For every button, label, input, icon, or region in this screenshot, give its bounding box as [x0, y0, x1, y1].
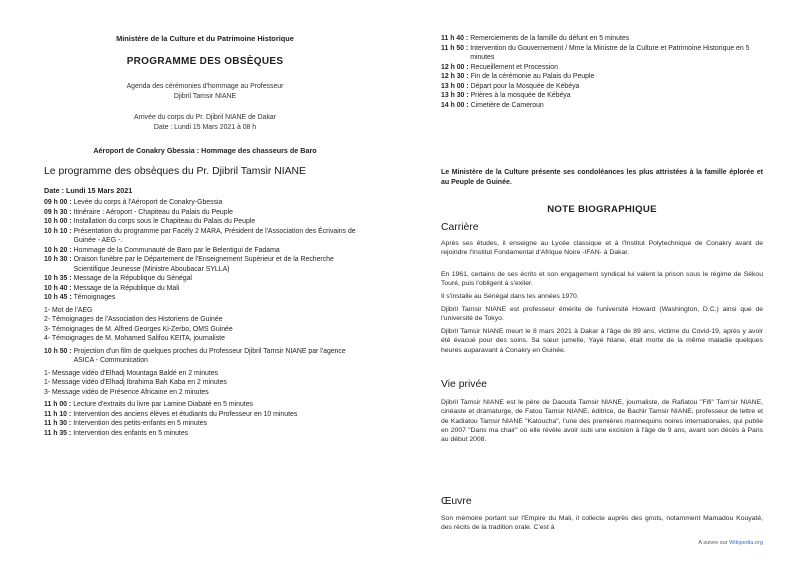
carriere-paragraph-5: Djibril Tamsir NIANE meurt le 8 mars 2021 à Dakar à l'âge de 89 ans, victime du Covid-19, après y avoir été évacué pour des soins. Sa sœur jumelle, Yayé Niane, était morte de la même maladie quelques heures auparavant à Conakry en Guinée. [441, 328, 763, 354]
testimony-item: 3- Témoignages de M. Alfred Georges Ki-Zerbo, OMS Guinée [44, 325, 233, 333]
ministry-title: Ministère de la Culture et du Patrimoine Historique [116, 34, 294, 43]
schedule-row: 11 h 00 : Lecture d'extraits du livre par Lamine Diabaté en 5 minutes [44, 401, 254, 408]
video-item: 1- Message vidéo d'Elhadj Ibrahima Bah Kaba en 2 minutes [44, 379, 227, 386]
schedule-row: 09 h 00 : Levée du corps à l'Aéroport de Conakry-Gbessia [44, 199, 223, 206]
schedule-list-continued [441, 34, 763, 110]
schedule-row: 12 h 30 : Fin de la cérémonie au Palais du Peuple [441, 73, 595, 80]
schedule-row: 09 h 30 : Itinéraire : Aéroport - Chapiteau du Palais du Peuple [44, 208, 233, 216]
schedule-row: 10 h 10 : Présentation du programme par Facély 2 MARA, Président de l'Association des Écrivains de Guinée - AEG -. [44, 227, 356, 244]
source-footer [441, 540, 763, 546]
testimony-item: 4- Témoignages de M. Mohamed Salifou KEITA, journaliste [44, 335, 225, 342]
testimony-item: 2- Témoignages de l'Association des Historiens de Guinée [44, 316, 223, 323]
vie-privee-paragraph: Djibril Tamsir NIANE est le père de Daouda Tamsir NIANE, journaliste, de Rafiatou "Fifi" Tam'sir NIANE, cinéaste et dramaturge, de Fatou Tamsir NIANE, éditrice, de Bachir Tamsir NIANE, professeur de lettre et de Kadiatou Tamsir NIANE "Katoucha", l'une des premières mannequins noires internationales, qui publie en 2007 "Dans ma chair" où elle révèle avoir subi une excision à l'âge de 9 ans, avant son décès à Paris au début 2008. [441, 399, 763, 444]
bio-title: NOTE BIOGRAPHIQUE [547, 204, 657, 215]
arrivee-block [44, 113, 366, 132]
carriere-paragraph-2: En 1961, certains de ses écrits et son engagement syndical lui valent la prison sous le régime de Sékou Touré, puis l'obligent à s'exiler. [441, 271, 763, 288]
condolences-text: Le Ministère de la Culture présente ses condoléances les plus attristées à la famille éplorée et au Peuple de Guinée. [441, 169, 763, 186]
schedule-row: 10 h 00 : Installation du corps sous le Chapiteau du Palais du Peuple [44, 218, 256, 225]
schedule-row: 10 h 50 : Projection d'un film de quelques proches du Professeur Djibril Tamsir NIANE par l'agence ASICA - Communication [44, 347, 346, 364]
schedule-list [44, 198, 366, 438]
video-item: 1- Message vidéo d'Elhadj Mountaga Baldé en 2 minutes [44, 369, 219, 377]
schedule-row: 12 h 00 : Recueillement et Procession [441, 63, 558, 71]
schedule-row: 11 h 40 : Remerciements de la famille du défunt en 5 minutes [441, 35, 630, 42]
schedule-row: 10 h 35 : Message de la République du Sénégal [44, 275, 192, 282]
programme-heading: Le programme des obsèques du Pr. Djibril Tamsir NIANE [44, 166, 306, 177]
carriere-paragraph-1: Après ses études, il enseigne au Lycée classique et à l'Institut Polytechnique de Conakry avant de rejoindre l'Institut Fondamental d'Afrique Noire -IFAN- à Dakar. [441, 240, 763, 257]
oeuvre-paragraph: Son mémoire portant sur l'Empire du Mali, il collecte auprès des griots, notamment Mamadou Kouyaté, des récits de la tradition orale. C'est à [441, 515, 763, 532]
source-link[interactable]: Wikipedia.org [729, 540, 763, 546]
schedule-row: 10 h 20 : Hommage de la Communauté de Baro par le Belentigui de Fadama [44, 246, 280, 254]
carriere-paragraph-3: Il s'installe au Sénégal dans les années 1970. [441, 293, 579, 300]
agenda-line-2: Djibril Tamsir NIANE [173, 92, 237, 100]
carriere-heading: Carrière [441, 222, 479, 233]
arrivee-line-1: Arrivée du corps du Pr. Djibril NIANE de Dakar [133, 114, 277, 121]
agenda-line-1: Agenda des cérémonies d'hommage au Professeur [126, 83, 284, 90]
agenda-block [44, 82, 366, 101]
programme-date: Date : Lundi 15 Mars 2021 [44, 186, 133, 195]
schedule-row: 11 h 10 : Intervention des anciens élèves et étudiants du Professeur en 10 minutes [44, 410, 298, 418]
programme-title: PROGRAMME DES OBSÈQUES [126, 56, 284, 67]
schedule-row: 10 h 30 : Oraison funèbre par le Département de l'Enseignement Supérieur et de la Recherche Scientifique Jeunesse (Ministre Aboubacar SYLLA) [44, 256, 334, 273]
footer-prefix: A suivre sur [698, 540, 730, 546]
schedule-row: 13 h 00 : Départ pour la Mosquée de Kébéya [441, 82, 580, 90]
arrivee-line-2: Date : Lundi 15 Mars 2021 à 08 h [153, 123, 257, 131]
schedule-row: 14 h 00 : Cimetière de Cameroun [441, 101, 544, 109]
oeuvre-heading: Œuvre [441, 496, 472, 507]
vie-privee-heading: Vie privée [441, 379, 488, 390]
schedule-row: 13 h 30 : Prières à la mosquée de Kébéya [441, 92, 571, 99]
schedule-row: 11 h 35 : Intervention des enfants en 5 minutes [44, 429, 189, 437]
schedule-row: 11 h 50 : Intervention du Gouvernement / Mme la Ministre de la Culture et Patrimoine Historique en 5 minutes [441, 44, 750, 61]
schedule-row: 11 h 30 : Intervention des petits-enfants en 5 minutes [44, 420, 207, 427]
schedule-row: 10 h 40 : Message de la République du Mali [44, 284, 180, 292]
video-item: 3- Message vidéo de Présence Africaine en 2 minutes [44, 388, 209, 396]
testimony-item: 1- Mot de l'AEG [44, 306, 93, 314]
carriere-paragraph-4: Djibril Tamsir NIANE est professeur émérite de l'université Howard (Washington, D.C.) ainsi que de l'université de Tokyo. [441, 306, 763, 323]
aeroport-line: Aéroport de Conakry Gbessia : Hommage des chasseurs de Baro [93, 146, 317, 155]
schedule-row: 10 h 45 : Témoignages [44, 294, 116, 301]
